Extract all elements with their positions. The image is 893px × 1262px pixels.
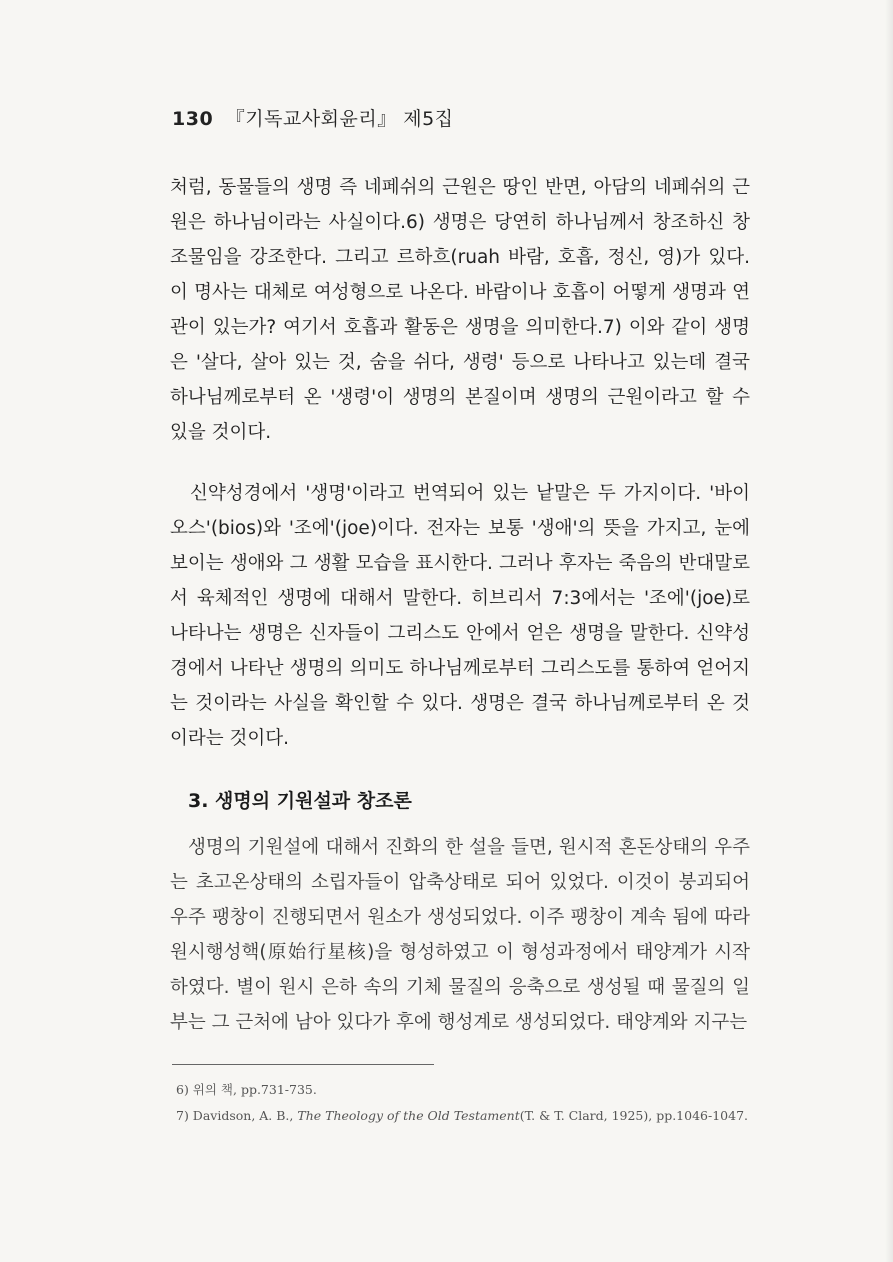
journal-title: 『기독교사회윤리』 제5집 <box>225 108 454 130</box>
scan-edge-shadow <box>885 0 893 1262</box>
body-paragraph-1: 처럼, 동물들의 생명 즉 네페쉬의 근원은 땅인 반면, 아담의 네페쉬의 근원은 하나님이라는 사실이다.6) 생명은 당연히 하나님께서 창조하신 창조물임을 강조한다. 그리고 르하흐(ruah 바람, 호흡, 정신, 영)가 있다. 이 명사는 대체로 여성형으로 나온다. 바람이나 호흡이 어떻게 생명과 연관이 있는가? 여기서 호흡과 활동은 생명을 의미한다.7) 이와 같이 생명은 '살다, 살아 있는 것, 숨을 쉬다, 생령' 등으로 나타나고 있는데 결국 하나님께로부터 온 '생령'이 생명의 본질이며 생명의 근원이라고 할 수 있을 것이다. <box>170 177 750 443</box>
footnote-7 <box>176 1108 748 1123</box>
footnote-7-title: The Theology of the Old Testament <box>297 1108 520 1123</box>
section-heading: 3. 생명의 기원설과 창조론 <box>188 790 412 812</box>
footnote-7-author: 7) Davidson, A. B., <box>176 1108 298 1123</box>
page-number: 130 <box>172 108 214 130</box>
footnote-6: 6) 위의 책, pp.731-735. <box>176 1082 317 1097</box>
body-paragraph-3: 생명의 기원설에 대해서 진화의 한 설을 들면, 원시적 혼돈상태의 우주는 초고온상태의 소립자들이 압축상태로 되어 있었다. 이것이 붕괴되어 우주 팽창이 진행되면서 원소가 생성되었다. 이주 팽창이 계속 됨에 따라 원시행성핵(原始行星核)을 형성하였고 이 형성과정에서 태양계가 시작하였다. 별이 원시 은하 속의 기체 물질의 응축으로 생성될 때 물질의 일부는 그 근처에 남아 있다가 후에 행성계로 생성되었다. 태양계와 지구는 <box>170 837 750 1033</box>
footnote-7-publisher: (T. & T. Clard, 1925), pp.1046-1047. <box>519 1108 749 1123</box>
footnote-divider <box>172 1064 434 1065</box>
running-head <box>172 104 454 131</box>
body-paragraph-2: 신약성경에서 '생명'이라고 번역되어 있는 낱말은 두 가지이다. '바이오스'(bios)와 '조에'(joe)이다. 전자는 보통 '생애'의 뜻을 가지고, 눈에 보이는 생애와 그 생활 모습을 표시한다. 그러나 후자는 죽음의 반대말로서 육체적인 생명에 대해서 말한다. 히브리서 7:3에서는 '조에'(joe)로 나타나는 생명은 신자들이 그리스도 안에서 얻은 생명을 말한다. 신약성경에서 나타난 생명의 의미도 하나님께로부터 그리스도를 통하여 얻어지는 것이라는 사실을 확인할 수 있다. 생명은 결국 하나님께로부터 온 것이라는 것이다. <box>170 483 750 749</box>
